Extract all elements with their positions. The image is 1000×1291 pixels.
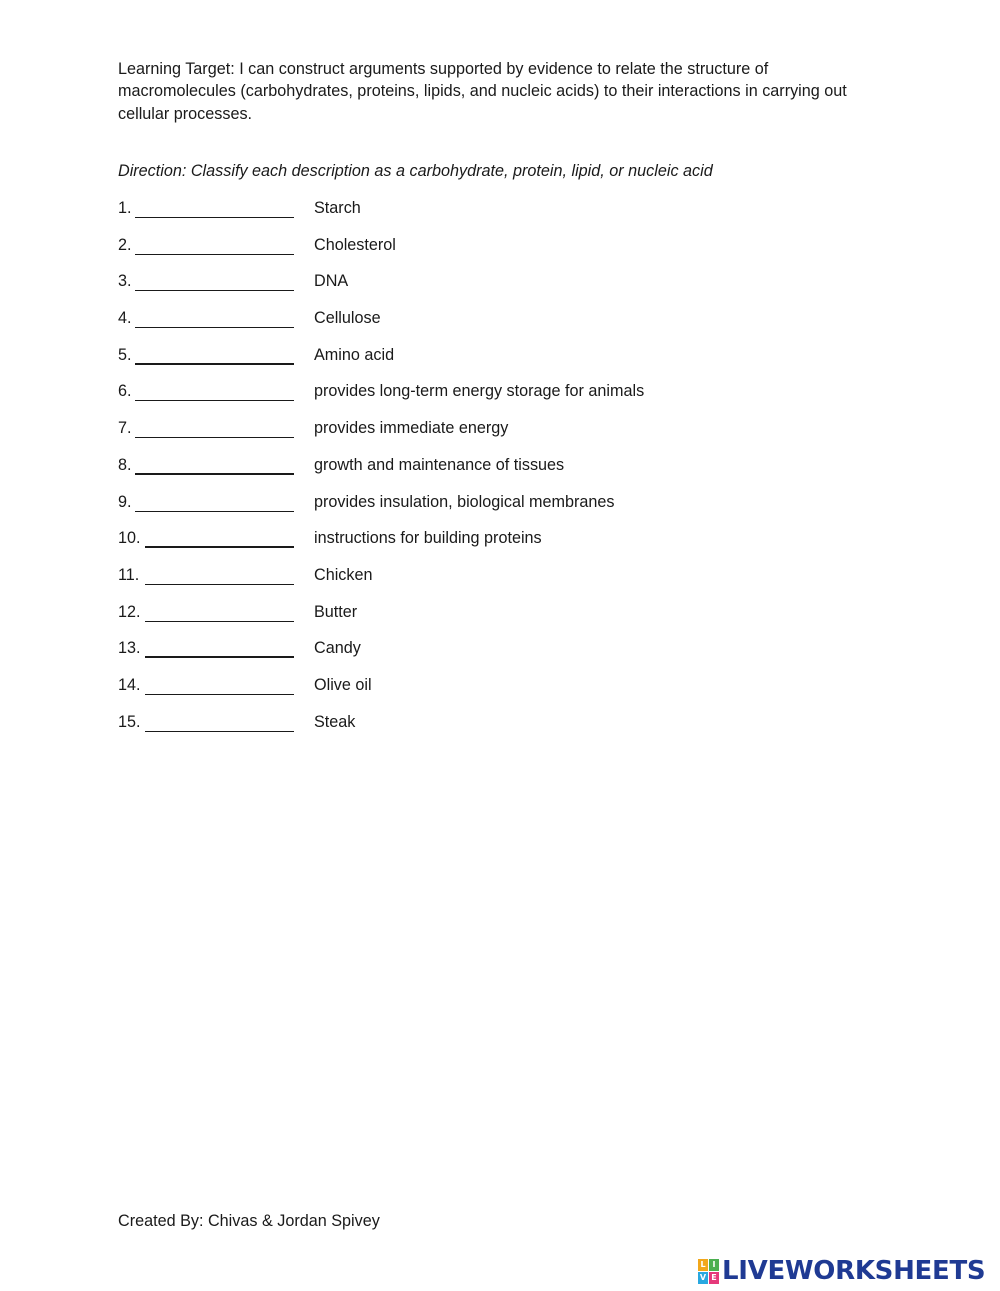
answer-field-13[interactable] bbox=[145, 637, 294, 658]
question-description: provides insulation, biological membranes bbox=[314, 492, 615, 511]
question-description: provides immediate energy bbox=[314, 419, 509, 438]
answer-field-2[interactable] bbox=[135, 234, 294, 255]
question-description: DNA bbox=[314, 272, 349, 291]
question-number: 15. bbox=[118, 712, 141, 731]
question-number: 3. bbox=[118, 272, 132, 291]
logo-icon bbox=[698, 1259, 719, 1284]
direction-text: Direction: Classify each description as a carbohydrate, protein, lipid, or nucleic acid bbox=[118, 162, 713, 180]
question-description: Candy bbox=[314, 639, 361, 658]
logo-text: LIVEWORKSHEETS bbox=[722, 1256, 986, 1286]
question-number: 13. bbox=[118, 639, 141, 658]
question-item bbox=[118, 674, 878, 711]
question-description: Cholesterol bbox=[314, 235, 396, 254]
question-description: Cellulose bbox=[314, 309, 381, 328]
question-item bbox=[118, 711, 878, 748]
question-item bbox=[118, 564, 878, 601]
question-item bbox=[118, 454, 878, 491]
question-list bbox=[118, 197, 878, 747]
question-description: Olive oil bbox=[314, 675, 372, 694]
liveworksheets-logo bbox=[698, 1255, 985, 1287]
question-number: 10. bbox=[118, 529, 141, 548]
question-number: 9. bbox=[118, 492, 132, 511]
question-item bbox=[118, 601, 878, 638]
question-item bbox=[118, 417, 878, 454]
question-number: 1. bbox=[118, 199, 132, 217]
question-number: 5. bbox=[118, 345, 132, 364]
question-description: Starch bbox=[314, 199, 361, 217]
answer-field-1[interactable] bbox=[135, 197, 294, 218]
question-description: instructions for building proteins bbox=[314, 529, 542, 548]
logo-mark-letter: L bbox=[698, 1259, 708, 1271]
answer-field-14[interactable] bbox=[145, 674, 294, 695]
question-description: provides long-term energy storage for animals bbox=[314, 382, 645, 401]
question-number: 4. bbox=[118, 309, 132, 328]
question-item bbox=[118, 491, 878, 528]
question-number: 14. bbox=[118, 675, 141, 694]
learning-target: Learning Target: I can construct arguments supported by evidence to relate the structure of macromolecules (carbohydrates, proteins, lipids, and nucleic acids) to their interactions in carrying out cellular processes. bbox=[118, 60, 847, 123]
question-item bbox=[118, 270, 878, 307]
question-item bbox=[118, 307, 878, 344]
question-item bbox=[118, 344, 878, 381]
answer-field-3[interactable] bbox=[135, 270, 294, 291]
logo-mark-letter: I bbox=[709, 1259, 719, 1271]
question-description: Steak bbox=[314, 712, 356, 731]
answer-field-7[interactable] bbox=[135, 417, 294, 438]
answer-field-5[interactable] bbox=[135, 344, 294, 365]
answer-field-10[interactable] bbox=[145, 527, 294, 548]
answer-field-15[interactable] bbox=[145, 711, 294, 732]
answer-field-12[interactable] bbox=[145, 601, 294, 622]
question-number: 8. bbox=[118, 455, 132, 474]
logo-mark-letter: V bbox=[699, 1272, 707, 1282]
question-number: 2. bbox=[118, 235, 132, 254]
question-item bbox=[118, 380, 878, 417]
answer-field-4[interactable] bbox=[135, 307, 294, 328]
answer-field-9[interactable] bbox=[135, 491, 294, 512]
answer-field-11[interactable] bbox=[145, 564, 294, 585]
question-description: Amino acid bbox=[314, 345, 395, 364]
question-description: Butter bbox=[314, 602, 358, 621]
question-item bbox=[118, 197, 878, 234]
question-number: 6. bbox=[118, 382, 132, 401]
question-description: growth and maintenance of tissues bbox=[314, 455, 565, 474]
footer-credit: Created By: Chivas & Jordan Spivey bbox=[118, 1212, 380, 1230]
question-number: 11. bbox=[118, 565, 140, 584]
answer-field-6[interactable] bbox=[135, 380, 294, 401]
question-item bbox=[118, 637, 878, 674]
question-description: Chicken bbox=[314, 565, 373, 584]
question-item bbox=[118, 527, 878, 564]
logo-mark-letter: E bbox=[709, 1272, 719, 1284]
question-number: 7. bbox=[118, 419, 132, 438]
question-item bbox=[118, 234, 878, 271]
question-number: 12. bbox=[118, 602, 141, 621]
answer-field-8[interactable] bbox=[135, 454, 294, 475]
